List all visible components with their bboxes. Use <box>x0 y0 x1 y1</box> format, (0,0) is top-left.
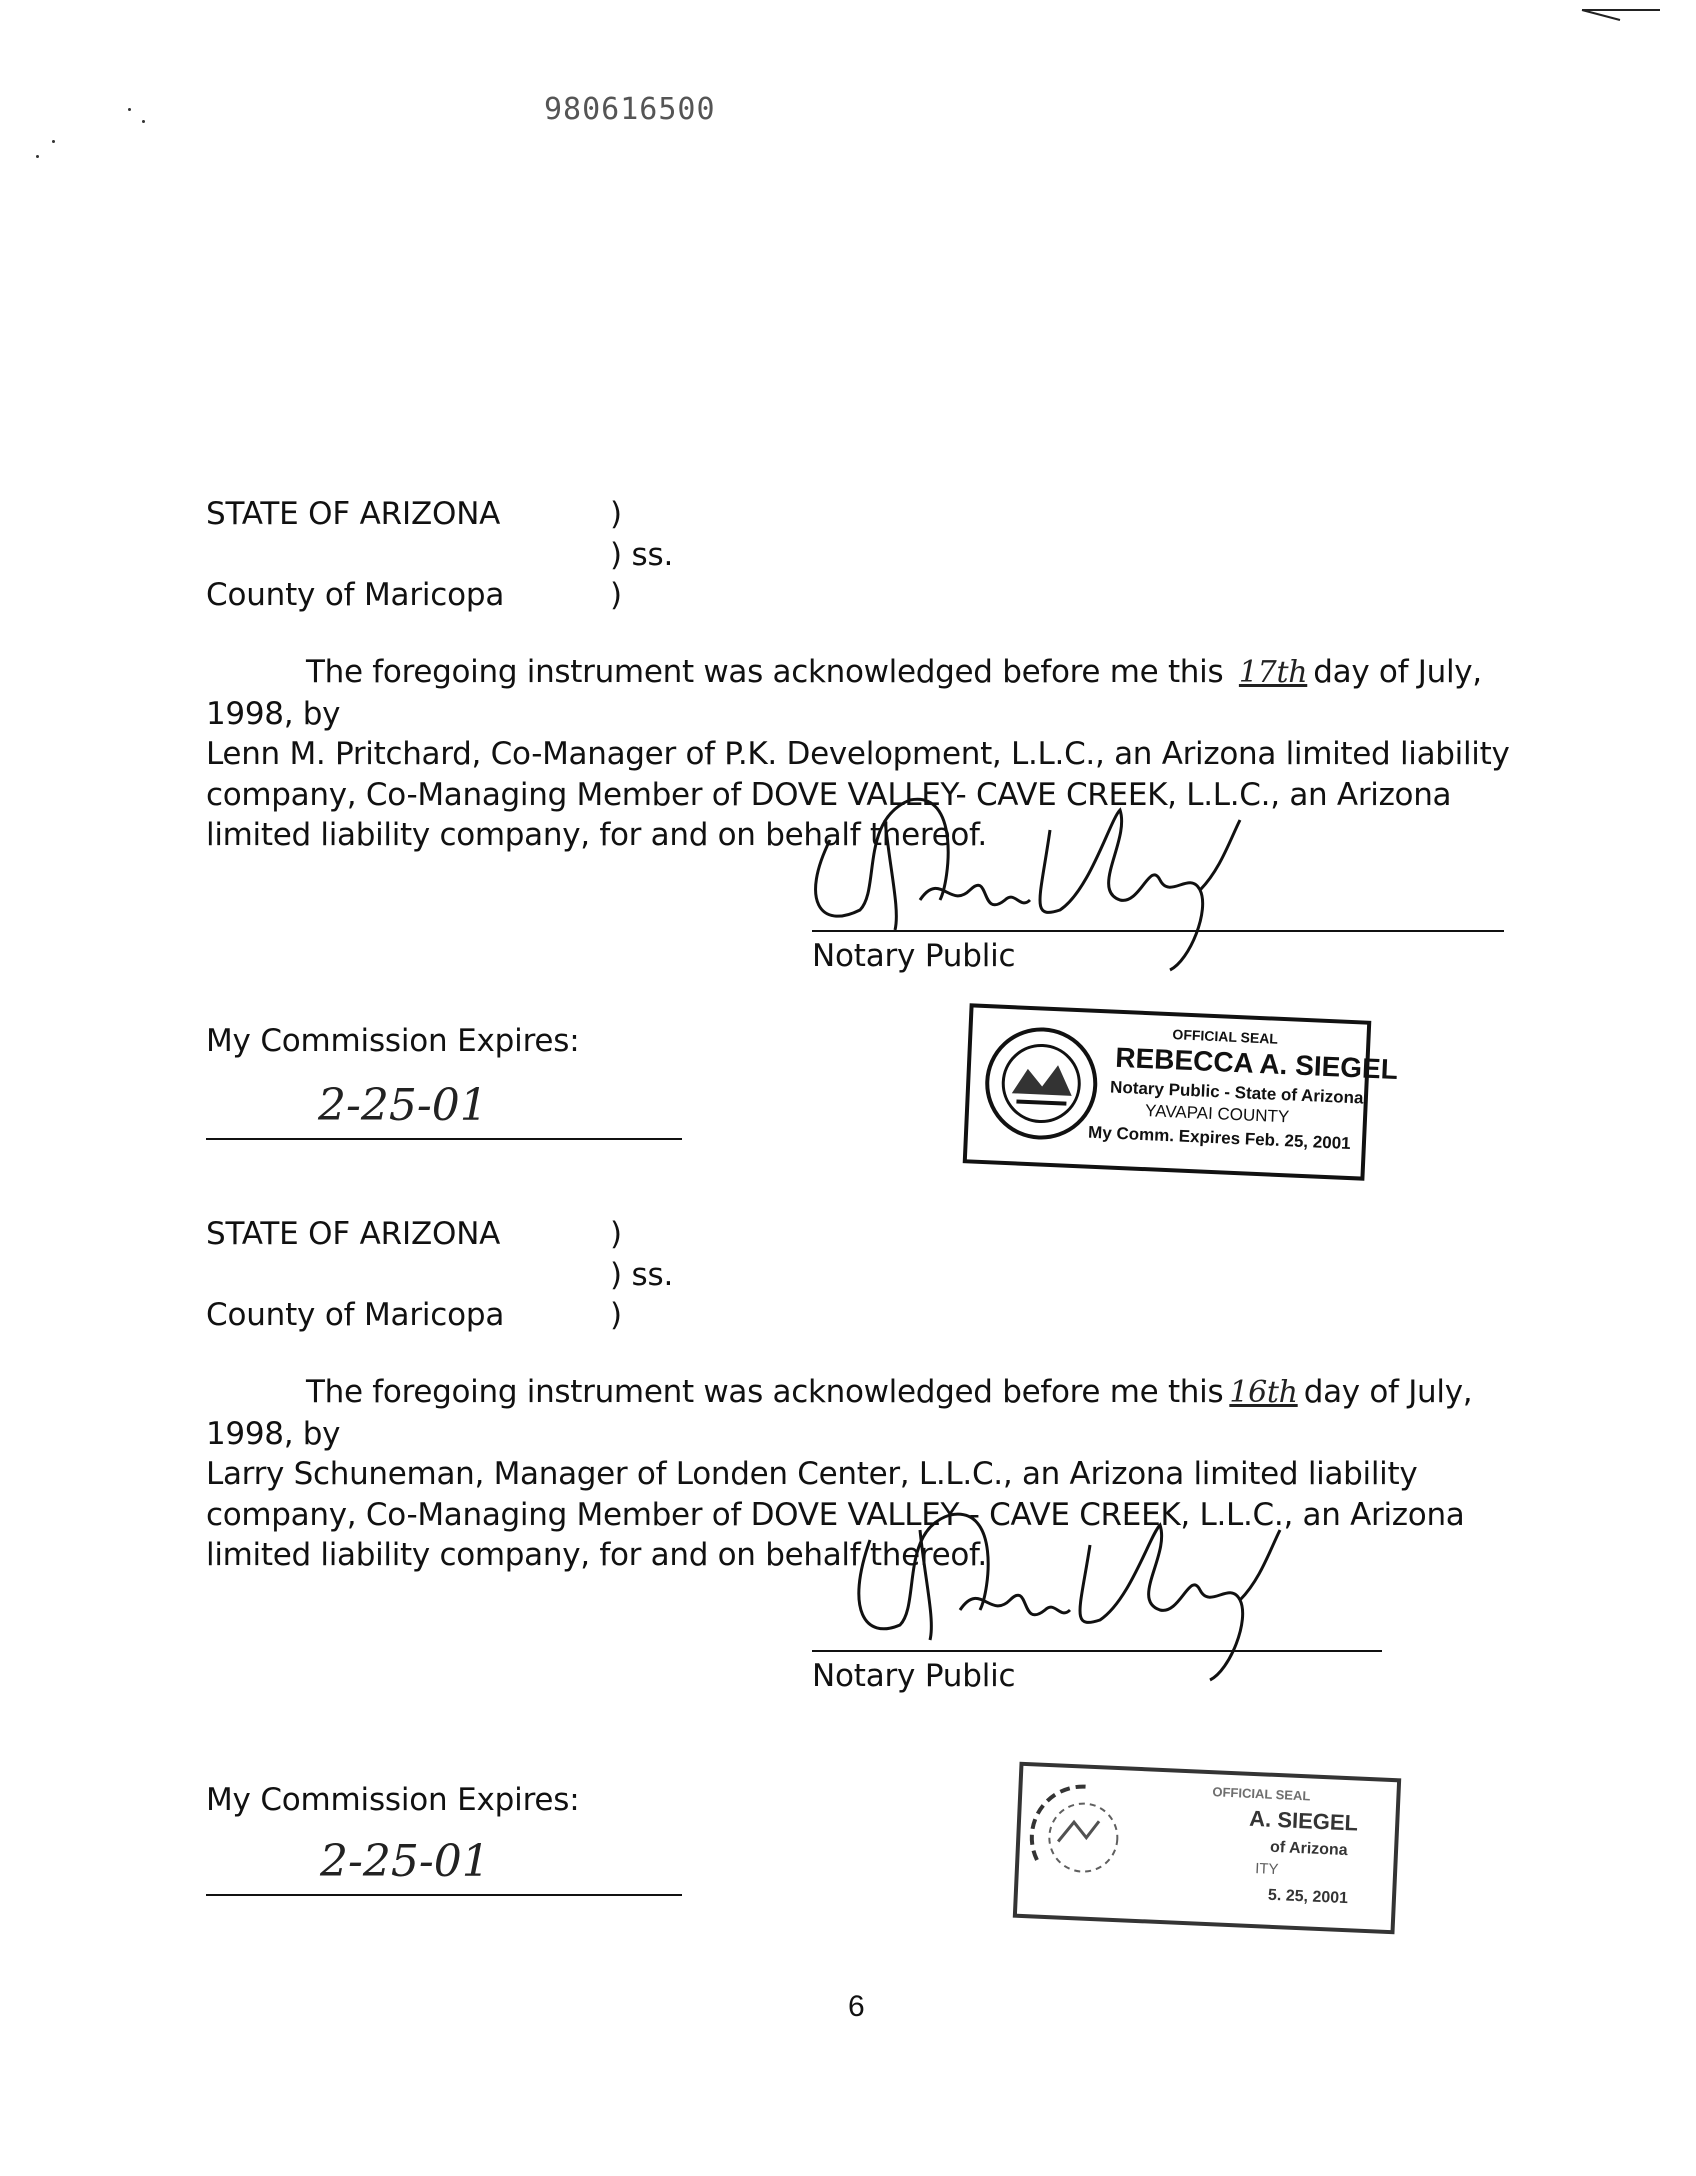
commission-expires-label: My Commission Expires: <box>206 1023 580 1059</box>
venue-paren: ) <box>610 577 622 613</box>
seal-notary-title: Notary Public - State of Arizona <box>1109 1077 1364 1108</box>
acknowledgment-body: Larry Schuneman, Manager of Londen Center, L.L.C., an Arizona limited liability company, Co-Managing Member of DOVE VALLEY - CAVE CREEK, L.L.C., an Arizona limited liability company, for and on behalf thereof. <box>206 1456 1465 1573</box>
acknowledgment-first-line <box>206 1372 1516 1454</box>
page-number: 6 <box>848 1990 865 2023</box>
seal-notary-name: A. SIEGEL <box>1248 1805 1359 1836</box>
notary-public-label: Notary Public <box>812 938 1016 974</box>
acknowledgment-text: The foregoing instrument was acknowledged before me this <box>306 654 1224 690</box>
acknowledgment-text: day of July, 1998, by <box>206 1374 1473 1452</box>
seal-commission-expires: 5. 25, 2001 <box>1267 1886 1349 1908</box>
scan-speck <box>52 140 55 143</box>
venue-paren: ) <box>610 1216 622 1252</box>
scan-corner-mark <box>1580 4 1670 34</box>
document-number: 980616500 <box>544 92 716 127</box>
venue-county: County of Maricopa <box>206 577 505 613</box>
venue-county: County of Maricopa <box>206 1297 505 1333</box>
venue-state: STATE OF ARIZONA <box>206 496 501 532</box>
acknowledgment-text: day of July, 1998, by <box>206 654 1482 732</box>
venue-state: STATE OF ARIZONA <box>206 1216 501 1252</box>
arizona-state-seal-icon <box>980 1022 1103 1145</box>
scan-speck <box>142 120 145 123</box>
seal-county: YAVAPAI COUNTY <box>1144 1101 1290 1127</box>
notary-public-label: Notary Public <box>812 1658 1016 1694</box>
seal-commission-expires: My Comm. Expires Feb. 25, 2001 <box>1087 1122 1352 1154</box>
handwritten-day: 16th <box>1229 1375 1298 1410</box>
commission-date-handwritten: 2-25-01 <box>318 1080 488 1131</box>
venue-ss: ) ss. <box>610 537 674 573</box>
seal-official-text: OFFICIAL SEAL <box>1172 1026 1279 1047</box>
seal-county: ITY <box>1254 1860 1279 1879</box>
scan-speck <box>128 108 131 111</box>
acknowledgment-text: The foregoing instrument was acknowledged before me this <box>306 1374 1224 1410</box>
acknowledgment-body: Lenn M. Pritchard, Co-Manager of P.K. Development, L.L.C., an Arizona limited liability company, Co-Managing Member of DOVE VALLEY- CAVE CREEK, L.L.C., an Arizona limited liability company, for and on behalf thereof. <box>206 736 1510 853</box>
notary-signature-line <box>812 1650 1382 1652</box>
handwritten-day: 17th <box>1238 655 1308 690</box>
commission-date-handwritten: 2-25-01 <box>320 1836 490 1887</box>
scan-speck <box>36 155 39 158</box>
venue-paren: ) <box>610 1297 622 1333</box>
commission-date-line <box>206 1138 682 1140</box>
seal-notary-title: of Arizona <box>1269 1838 1349 1860</box>
seal-official-text: OFFICIAL SEAL <box>1212 1784 1311 1804</box>
acknowledgment-first-line <box>206 652 1516 734</box>
notary-signature-line <box>812 930 1504 932</box>
notary-seal-stamp <box>1013 1762 1401 1935</box>
arizona-state-seal-icon <box>1026 1780 1141 1895</box>
notary-seal-stamp <box>963 1003 1399 1180</box>
venue-paren: ) <box>610 496 622 532</box>
venue-ss: ) ss. <box>610 1257 674 1293</box>
seal-notary-name: REBECCA A. SIEGEL <box>1114 1041 1399 1086</box>
commission-date-line <box>206 1894 682 1896</box>
commission-expires-label: My Commission Expires: <box>206 1782 580 1818</box>
